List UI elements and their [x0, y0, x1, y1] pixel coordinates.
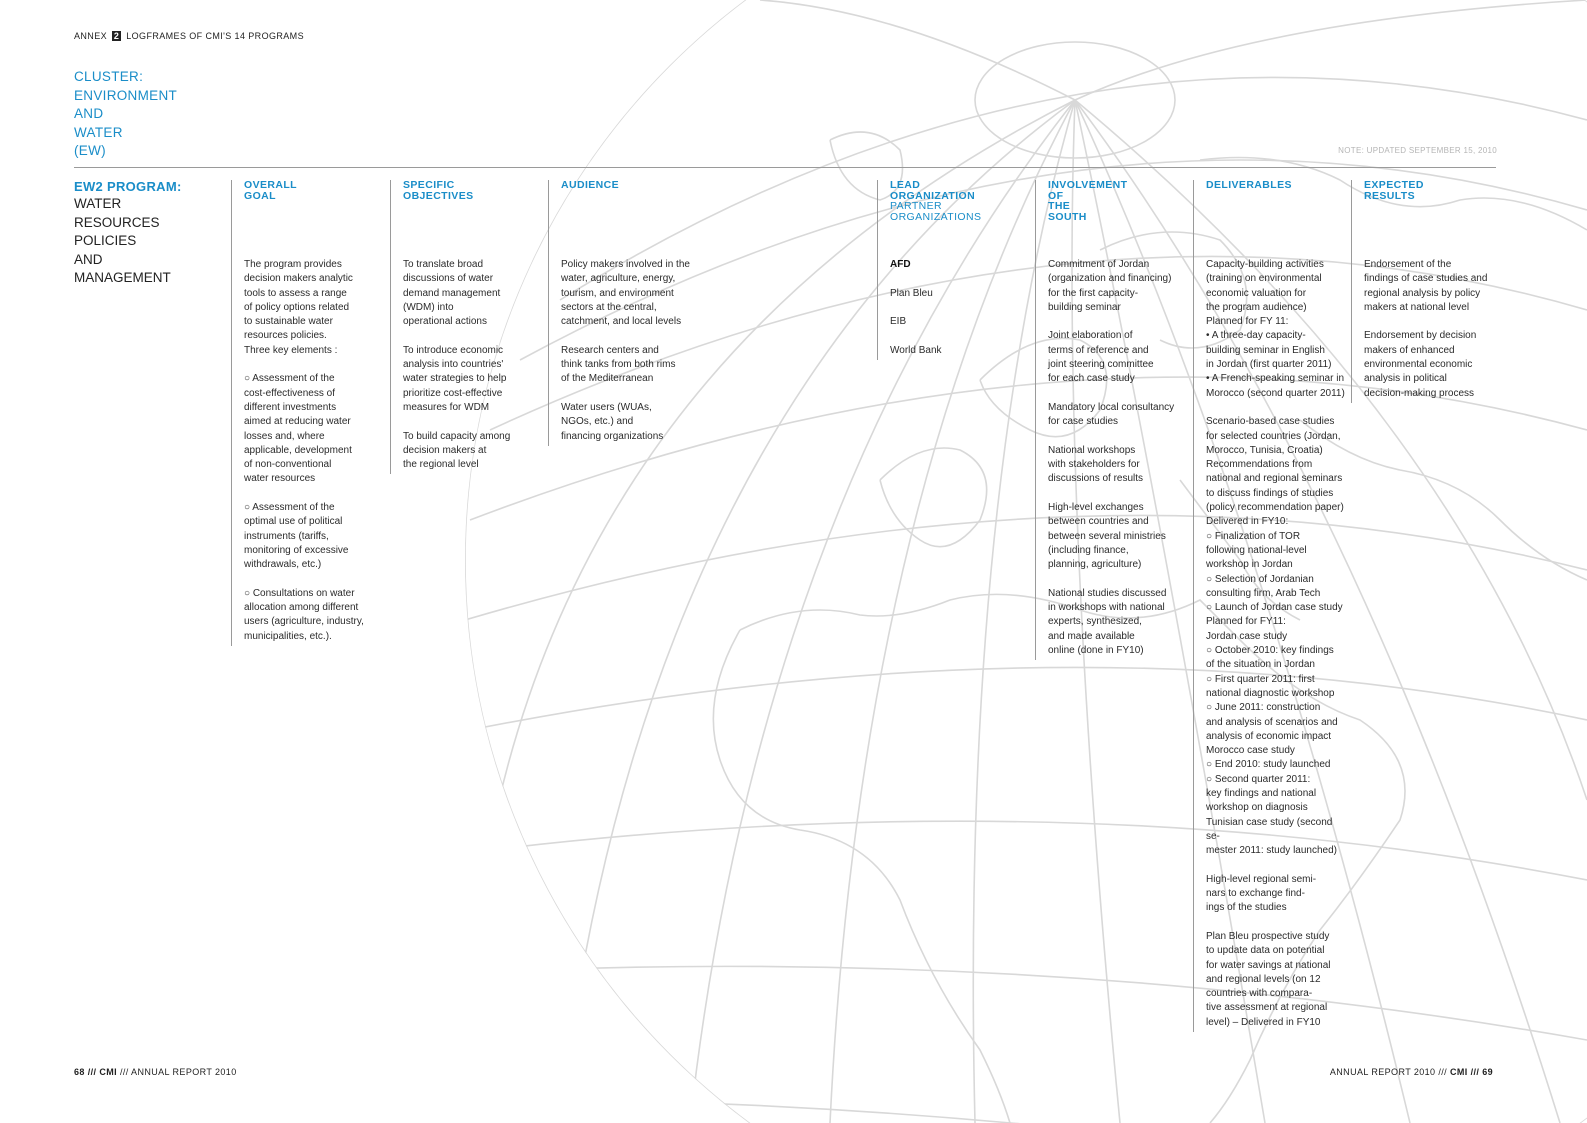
heading-line: AUDIENCE	[561, 179, 620, 191]
column-overall-goal	[231, 180, 376, 646]
cluster-title	[74, 68, 194, 161]
paragraph: Plan Bleu prospective study to update data on potential for water savings at national and regional levels (on 12 countries with compara- tive assessment at regional level) – Delivered in FY10	[1206, 930, 1331, 1028]
cluster-line: WATER	[74, 124, 123, 140]
cluster-line: CLUSTER:	[74, 69, 144, 84]
paragraph: Scenario-based case studies for selected countries (Jordan, Morocco, Tunisia, Croatia) Recommendations from national and regional seminars to discuss findings of studies (policy recommendation paper) Delivered in FY10: ○ Finalization of TOR following national-level workshop in Jordan ○ Selection of Jordanian consulting firm, Arab Tech ○ Launch of Jordan case study Planned for FY11: Jordan case study ○ October 2010: key findings of the situation in Jordan ○ First quarter 2011: first national diagnostic workshop ○ June 2011: construction and analysis of scenarios and analysis of economic impact Morocco case study ○ End 2010: study launched ○ Second quarter 2011: key findings and national workshop on diagnosis Tunisian case study (second se- mester 2011: study launched)	[1206, 416, 1344, 857]
paragraph: High-level exchanges between countries and between several ministries (including finance, planning, agriculture)	[1048, 502, 1166, 571]
program-title-line: AND	[74, 251, 103, 267]
globe-outline	[465, 0, 1587, 1123]
partner-org: EIB	[890, 316, 907, 328]
partner-org: Plan Bleu	[890, 287, 933, 299]
column-involvement-south	[1035, 180, 1188, 660]
column-heading	[890, 180, 1022, 240]
annex-title: LOGFRAMES OF CMI'S 14 PROGRAMS	[126, 31, 304, 41]
column-body	[1206, 258, 1346, 1032]
cluster-line: ENVIRONMENT	[74, 87, 178, 103]
heading-line: EXPECTED	[1364, 179, 1424, 191]
annex-header	[74, 31, 304, 41]
paragraph: Mandatory local consultancy for case studies	[1048, 401, 1175, 428]
paragraph: Capacity-building activities (training on environmental economic valuation for the program audience) Planned for FY 11: • A three-day capacity- building seminar in English in Jordan (first quarter 2011) • A French-speaking seminar in Morocco (second quarter 2011)	[1206, 259, 1345, 399]
footer-brand-left: CMI	[99, 1067, 118, 1077]
paragraph: Endorsement by decision makers of enhanced environmental economic analysis in political decision-making process	[1364, 330, 1477, 399]
column-body	[403, 258, 535, 474]
footer-separator: ///	[87, 1067, 97, 1077]
heading-line: THE	[1048, 200, 1071, 212]
column-body	[244, 258, 376, 646]
heading-line: INVOLVEMENT	[1048, 179, 1128, 191]
paragraph: Research centers and think tanks from both rims of the Mediterranean	[561, 344, 676, 385]
paragraph: Endorsement of the findings of case studies and regional analysis by policy makers at national level	[1364, 259, 1488, 313]
footer-separator: ///	[119, 1067, 129, 1077]
column-body	[890, 258, 1022, 360]
heading-line: OBJECTIVES	[403, 189, 474, 202]
paragraph: To build capacity among decision makers at the regional level	[403, 430, 511, 471]
paragraph: National studies discussed in workshops with national experts, synthesized, and made available online (done in FY10)	[1048, 587, 1167, 657]
column-body	[1048, 258, 1188, 660]
heading-line: DELIVERABLES	[1206, 179, 1292, 191]
program-title-line: WATER	[74, 196, 122, 211]
heading-line: PARTNER	[890, 200, 943, 212]
heading-line: RESULTS	[1364, 189, 1416, 202]
program-label: EW2 PROGRAM:	[74, 179, 182, 194]
paragraph: ○ Assessment of the optimal use of political instruments (tariffs, monitoring of excessive withdrawals, etc.)	[244, 502, 349, 571]
footer-left	[74, 1067, 237, 1077]
paragraph: Policy makers involved in the water, agriculture, energy, tourism, and environment sectors at the central, catchment, and local levels	[561, 259, 690, 328]
heading-line: ORGANIZATION	[890, 189, 976, 202]
cluster-line: AND	[74, 106, 104, 121]
program-heading	[74, 179, 224, 288]
column-body	[561, 258, 701, 446]
partner-org: World Bank	[890, 344, 942, 356]
page-number-left: 68	[74, 1067, 85, 1077]
column-body	[1364, 258, 1504, 403]
paragraph: Water users (WUAs, NGOs, etc.) and financing organizations	[561, 401, 664, 442]
column-heading	[1048, 180, 1188, 240]
lead-org: AFD	[890, 259, 911, 270]
footer-right	[1330, 1067, 1493, 1077]
heading-line: OVERALL	[244, 179, 297, 191]
heading-line: ORGANIZATIONS	[890, 210, 982, 223]
column-heading	[561, 180, 701, 240]
column-deliverables	[1193, 180, 1346, 1032]
footer-separator: ///	[1438, 1067, 1448, 1077]
column-specific-objectives	[390, 180, 535, 474]
column-expected-results	[1351, 180, 1504, 403]
paragraph: ○ Assessment of the cost-effectiveness of different investments aimed at reducing water losses and, where applicable, development of non-conventional water resources	[244, 373, 352, 485]
program-title-line: MANAGEMENT	[74, 270, 171, 285]
column-heading	[403, 180, 535, 240]
footer-separator: ///	[1470, 1067, 1480, 1077]
paragraph: National workshops with stakeholders for discussions of results	[1048, 444, 1144, 485]
paragraph: ○ Consultations on water allocation among different users (agriculture, industry, municipalities, etc.).	[244, 587, 364, 642]
update-note: NOTE: UPDATED SEPTEMBER 15, 2010	[1338, 146, 1497, 155]
column-audience	[548, 180, 701, 446]
footer-text-right: ANNUAL REPORT 2010	[1329, 1067, 1436, 1077]
column-lead-organization	[877, 180, 1022, 360]
annex-number: 2	[113, 31, 120, 41]
footer-text-left: ANNUAL REPORT 2010	[131, 1067, 237, 1077]
page-number-right: 69	[1482, 1067, 1493, 1077]
program-title-line: POLICIES	[74, 233, 137, 248]
column-heading	[1206, 180, 1346, 240]
header-divider	[74, 167, 1496, 168]
heading-line: OF	[1048, 189, 1064, 202]
footer-brand-right: CMI	[1449, 1067, 1468, 1077]
paragraph: Commitment of Jordan (organization and financing) for the first capacity- building seminar	[1048, 259, 1172, 313]
heading-line: SPECIFIC	[403, 179, 455, 191]
paragraph: To introduce economic analysis into countries' water strategies to help prioritize cost-effective measures for WDM	[403, 344, 507, 413]
paragraph: Joint elaboration of terms of reference and joint steering committee for each case study	[1048, 330, 1154, 385]
column-heading	[244, 180, 376, 240]
heading-line: LEAD	[890, 179, 921, 191]
annex-prefix: ANNEX	[74, 31, 108, 41]
heading-line: SOUTH	[1048, 210, 1087, 223]
program-title	[74, 195, 224, 288]
paragraph: The program provides decision makers analytic tools to assess a range of policy options related to sustainable water resources policies. Three key elements :	[244, 259, 353, 356]
heading-line: GOAL	[244, 189, 276, 202]
column-heading	[1364, 180, 1504, 240]
paragraph: To translate broad discussions of water demand management (WDM) into operational actions	[403, 259, 501, 328]
paragraph: High-level regional semi- nars to exchange find- ings of the studies	[1206, 873, 1317, 914]
cluster-line: (EW)	[74, 143, 106, 158]
program-title-line: RESOURCES	[74, 214, 160, 230]
